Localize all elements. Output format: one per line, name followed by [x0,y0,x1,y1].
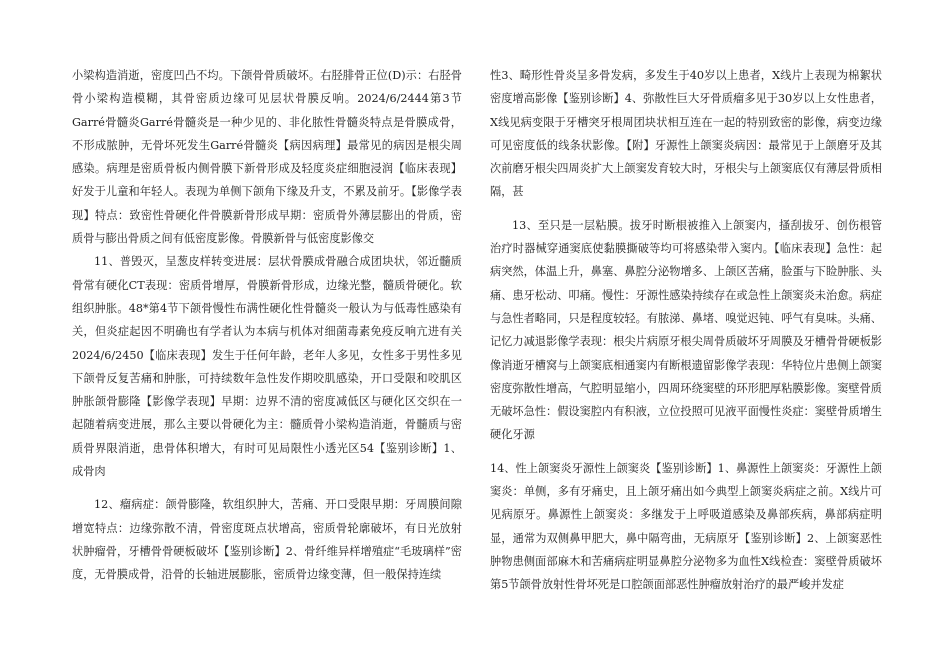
paragraph-14: 14、性上颌窦炎牙源性上颌窦炎【鉴别诊断】1、鼻源性上颌窦炎：牙源性上颌窦炎：单侧，多有牙痛史，且上颌牙痛出如今典型上颌窦炎病症之前。X线片可见病原牙。鼻源性上颌窦炎：多继发于上呼吸道感染及鼻部疾病，鼻部病症明显，通常为双侧鼻甲肥大，鼻中隔弯曲，无病原牙【鉴别诊断】2、上颌窦恶性肿物患侧面部麻木和苦痛病症明显鼻腔分泌物多为血性X线检查：窦壁骨质破坏第5节颌骨放射性骨坏死是口腔颌面部恶性肿瘤放射治疗的最严峻并发症 [490,461,882,592]
paragraph-12: 12、瘤病症：颌骨膨隆，软组织肿大，苦痛、开口受限早期：牙周膜间隙增宽特点：边缘弥散不清，骨密度斑点状增高，密质骨轮廓破坏，有日光放射状肿瘤骨，牙槽骨骨硬板破坏【鉴别诊断】2、骨纤维异样增殖症“毛玻璃样”密度，无骨膜成骨，沿骨的长轴进展膨胀，密质骨边缘变薄，但一般保持连续 [72,498,462,582]
paragraph-odontogenic-sinusitis: 性3、畸形性骨炎呈多骨发病，多发生于40岁以上患者，X线片上表现为棉絮状密度增高影像【鉴别诊断】4、弥散性巨大牙骨质瘤多见于30岁以上女性患者，X线见病变限于牙槽突牙根周团块状相互连在一起的特别致密的影像，病变边缘可见密度低的线条状影像。【附】牙源性上颌窦炎病因：最常见于上颌磨牙及其次前磨牙根尖四周炎扩大上颌窦发育较大时，牙根尖与上颌窦底仅有薄层骨质相隔，甚 [490,69,882,199]
paragraph-11: 11、普毁灭，呈葱皮样转变进展：层状骨膜成骨融合成团块状，邻近髓质骨常有硬化CT表现：密质骨增厚，骨膜新骨形成，边缘光整，髓质骨硬化。软组织肿胀。48*第4节下颌骨慢性布满性硬化性骨髓炎一般认为与低毒性感染有关，但炎症起因不明确也有学者认为本病与机体对细菌毒素免疫反响亢进有关2024/6/2450【临床表现】发生于任何年龄，老年人多见，女性多于男性多见下颌骨反复苦痛和肿胀，可持续数年急性发作期咬肌感染，开口受限和咬肌区肿胀颌骨膨隆【影像学表现】早期：边界不清的密度减低区与硬化区交织在一起随着病变进展，那么主要以骨硬化为主：髓质骨小梁构造消逝，骨髓质与密质骨界限消逝，患骨体积增大，有时可见局限性小透光区54【鉴别诊断】1、成骨肉 [72,255,462,479]
paragraph-garre-osteomyelitis: 小梁构造消逝，密度凹凸不均。下颌骨骨质破坏。右胫腓骨正位(D)示：右胫骨骨小梁构造模糊，其骨密质边缘可见层状骨膜反响。2024/6/2444第3节Garré骨髓炎Garré骨髓炎是一种少见的、非化脓性骨髓炎特点是骨膜成骨，不形成脓肿，无骨坏死发生Garré骨髓炎【病因病理】最常见的病因是根尖周感染。病理是密质骨板内侧骨膜下新骨形成及轻度炎症细胞浸润【临床表现】好发于儿童和年轻人。表现为单侧下颌角下缘及升支，不累及前牙。【影像学表现】特点：致密性骨硬化件骨膜新骨形成早期：密质骨外薄层膨出的骨质，密质骨与膨出骨质之间有低密度影像。骨膜新骨与低密度影像交 [72,69,462,246]
paragraph-13: 13、至只是一层粘膜。拔牙时断根被推入上颌窦内，搔刮拔牙、创伤根管治疗时器械穿通窦底使黏膜撕破等均可将感染带入窦内。【临床表现】急性：起病突然，体温上升，鼻塞、鼻腔分泌物增多、上颌区苦痛，脸蛋与下睑肿胀、头痛、患牙松动、叩痛。慢性：牙源性感染持续存在或急性上颌窦炎未治愈。病症与急性者略同，只是程度较轻。有脓涕、鼻堵、嗅觉迟钝、呼气有臭味。头痛、记忆力减退影像学表现：根尖片病原牙根尖周骨质破坏牙周膜及牙槽骨骨硬板影像消逝牙槽窝与上颌窦底相通窦内有断根遗留影像学表现：华特位片患侧上颌窦密度弥散性增高，气腔明显缩小，四周环绕窦壁的环形肥厚粘膜影像。窦壁骨质无破坏急性：假设窦腔内有积液，立位投照可见液平面慢性炎症：窦壁骨质增生硬化牙源 [490,218,882,442]
right-text-column [490,64,882,597]
left-text-column [72,64,462,587]
